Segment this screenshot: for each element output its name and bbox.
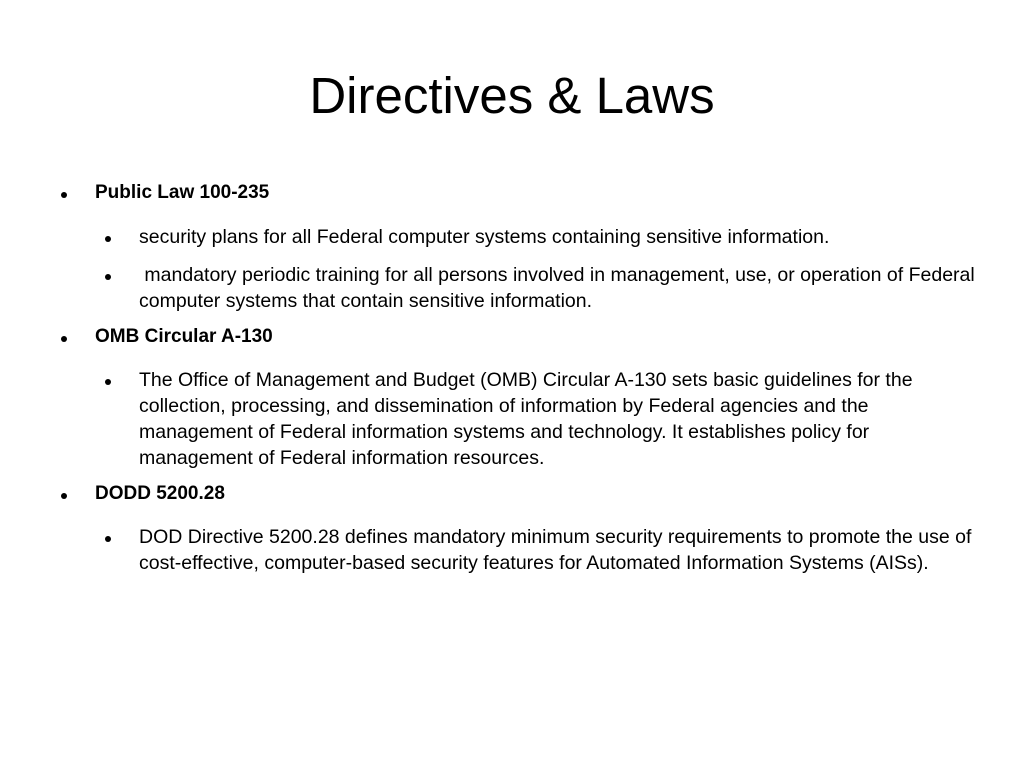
section-heading-label: OMB Circular A-130 (95, 326, 273, 347)
bullet-icon (61, 493, 67, 499)
bullet-icon (61, 336, 67, 342)
list-item-text: security plans for all Federal computer systems containing sensitive information. (139, 226, 830, 248)
bullet-icon (105, 536, 111, 542)
list-item (60, 262, 980, 314)
bullet-icon (61, 192, 67, 198)
slide-title: Directives & Laws (309, 67, 715, 124)
section-heading-dodd (60, 481, 980, 507)
bullet-icon (105, 236, 111, 242)
list-item (60, 524, 980, 576)
bullet-list (60, 180, 981, 574)
list-item-text: The Office of Management and Budget (OMB) Circular A-130 sets basic guidelines for the collection, processing, and dissemination of information by Federal agencies and the management of Federal information systems and technology. It establishes policy for management of Federal information resources. (139, 369, 913, 469)
bullet-icon (105, 274, 111, 280)
list-item-text: DOD Directive 5200.28 defines mandatory minimum security requirements to promote the use of cost-effective, computer-based security features for Automated Information Systems (AISs). (139, 526, 972, 574)
section-heading-label: DODD 5200.28 (95, 483, 225, 504)
section-heading-omb-circular (60, 324, 980, 350)
section-heading-public-law (60, 180, 980, 206)
bullet-icon (105, 379, 111, 385)
list-item-text: mandatory periodic training for all persons involved in management, use, or operation of Federal computer systems that contain sensitive information. (139, 264, 981, 312)
list-item (60, 367, 980, 471)
list-item (60, 224, 980, 250)
section-heading-label: Public Law 100-235 (95, 182, 270, 203)
